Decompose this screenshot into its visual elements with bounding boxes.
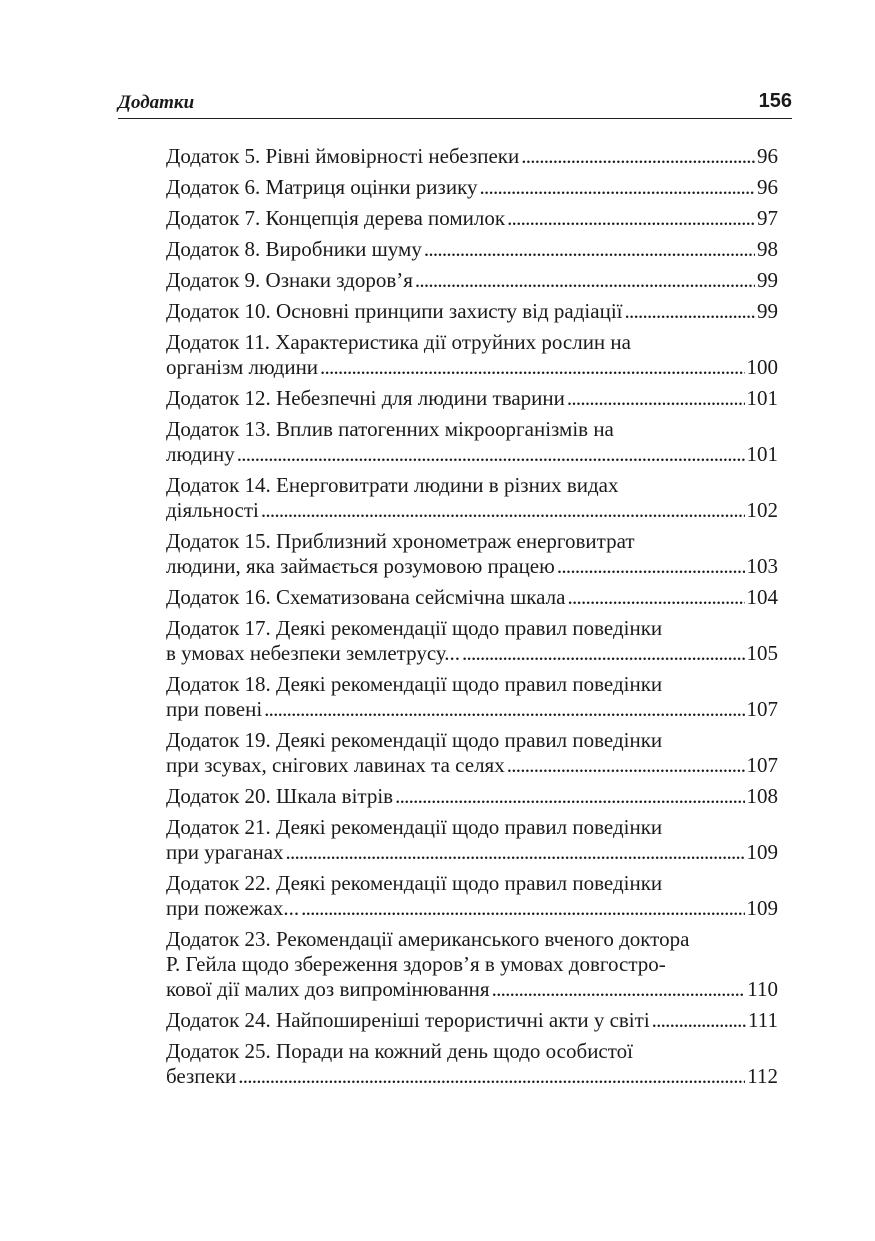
toc-entry-title-line: Додаток 16. Схематизована сейсмічна шкала — [166, 585, 566, 609]
toc-entry-last-line — [166, 753, 778, 778]
dot-leader — [567, 386, 745, 411]
dot-leader — [301, 896, 744, 921]
running-header — [118, 88, 792, 119]
toc-entry-title-line: Додаток 7. Концепція дерева помилок — [166, 206, 506, 230]
toc-entry[interactable] — [166, 815, 778, 865]
dot-leader — [261, 498, 745, 523]
toc-page-number: 98 — [757, 237, 778, 261]
toc-entry[interactable] — [166, 206, 778, 231]
toc-entry-title-line: людини, яка займається розумовою працею — [166, 554, 555, 578]
toc-entry[interactable] — [166, 585, 778, 610]
toc-page-number: 107 — [746, 697, 778, 721]
toc-entry-title-line: Додаток 10. Основні принципи захисту від радіації — [166, 299, 623, 323]
toc-entry-title-line: Додаток 8. Виробники шуму — [166, 237, 422, 261]
toc-entry[interactable] — [166, 871, 778, 921]
dot-leader — [320, 355, 744, 380]
toc-entry-last-line — [166, 896, 778, 921]
toc-page-number: 109 — [746, 896, 778, 920]
dot-leader — [264, 697, 744, 722]
toc-entry-title-line: Додаток 20. Шкала вітрів — [166, 784, 394, 808]
toc-entry-last-line — [166, 299, 778, 324]
toc-entry-title-line: Додаток 6. Матриця оцінки ризику — [166, 175, 478, 199]
toc-entry[interactable] — [166, 473, 778, 523]
toc-entry-title-line: Додаток 11. Характеристика дії отруйних рослин на — [166, 330, 631, 354]
toc-entry-last-line — [166, 237, 778, 262]
toc-entry[interactable] — [166, 330, 778, 380]
toc-entry-last-line — [166, 840, 778, 865]
toc-entry[interactable] — [166, 417, 778, 467]
toc-entry-title-line: Р. Гейла щодо збереження здоров’я в умовах довгостро- — [166, 952, 666, 976]
toc-entry-title-line: Додаток 25. Поради на кожний день щодо особистої — [166, 1039, 633, 1063]
toc-entry-title-line: Додаток 15. Приблизний хронометраж енерговитрат — [166, 529, 635, 553]
toc-entry-last-line — [166, 1064, 778, 1089]
toc-page-number: 97 — [757, 206, 778, 230]
toc-entry[interactable] — [166, 616, 778, 666]
toc-entry-title-line: Додаток 12. Небезпечні для людини тварини — [166, 386, 565, 410]
toc-entry-title-line: в умовах небезпеки землетрусу... — [166, 641, 461, 665]
toc-page-number: 101 — [746, 386, 778, 410]
table-of-contents — [166, 144, 778, 1095]
dot-leader — [415, 268, 755, 293]
dot-leader — [507, 753, 745, 778]
toc-page-number: 96 — [757, 144, 778, 168]
toc-page-number: 112 — [747, 1064, 778, 1088]
dot-leader — [625, 299, 756, 324]
toc-page-number: 110 — [747, 977, 778, 1001]
toc-entry[interactable] — [166, 144, 778, 169]
toc-entry-last-line — [166, 554, 778, 579]
toc-page-number: 109 — [746, 840, 778, 864]
toc-page-number: 104 — [746, 585, 778, 609]
page-number: 156 — [758, 90, 792, 112]
toc-entry-title-line: Додаток 14. Енерговитрати людини в різних видах — [166, 473, 619, 497]
toc-entry[interactable] — [166, 728, 778, 778]
dot-leader — [286, 840, 745, 865]
toc-entry[interactable] — [166, 1008, 778, 1033]
toc-entry-last-line — [166, 697, 778, 722]
toc-entry-title-line: Додаток 23. Рекомендації американського вченого доктора — [166, 927, 690, 951]
toc-entry-last-line — [166, 206, 778, 231]
toc-page-number: 99 — [757, 299, 778, 323]
toc-entry[interactable] — [166, 237, 778, 262]
dot-leader — [492, 977, 746, 1002]
toc-entry-last-line — [166, 977, 778, 1002]
toc-entry-title-line: при зсувах, снігових лавинах та селях — [166, 753, 505, 777]
toc-entry-last-line — [166, 175, 778, 200]
toc-entry-last-line — [166, 268, 778, 293]
toc-entry-title-line: Додаток 22. Деякі рекомендації щодо правил поведінки — [166, 871, 663, 895]
toc-entry-last-line — [166, 585, 778, 610]
toc-entry-title-line: Додаток 21. Деякі рекомендації щодо правил поведінки — [166, 815, 663, 839]
toc-entry-title-line: при повені — [166, 697, 263, 721]
toc-entry[interactable] — [166, 784, 778, 809]
toc-page-number: 108 — [746, 784, 778, 808]
toc-entry[interactable] — [166, 529, 778, 579]
dot-leader — [652, 1008, 746, 1033]
toc-entry-title-line: Додаток 9. Ознаки здоров’я — [166, 268, 413, 292]
toc-entry-title-line: безпеки — [166, 1064, 237, 1088]
toc-entry[interactable] — [166, 299, 778, 324]
toc-page-number: 105 — [746, 641, 778, 665]
toc-page-number: 100 — [746, 355, 778, 379]
dot-leader — [237, 442, 745, 467]
toc-page-number: 111 — [748, 1008, 778, 1032]
toc-entry-title-line: Додаток 19. Деякі рекомендації щодо правил поведінки — [166, 728, 663, 752]
toc-entry-title-line: при ураганах — [166, 840, 284, 864]
toc-page-number: 107 — [746, 753, 778, 777]
toc-entry-last-line — [166, 784, 778, 809]
toc-entry-title-line: організм людини — [166, 355, 319, 379]
toc-entry-last-line — [166, 144, 778, 169]
dot-leader — [507, 206, 755, 231]
toc-entry[interactable] — [166, 1039, 778, 1089]
toc-entry-last-line — [166, 498, 778, 523]
toc-entry-title-line: кової дії малих доз випромінювання — [166, 977, 490, 1001]
toc-entry-title-line: Додаток 17. Деякі рекомендації щодо правил поведінки — [166, 616, 663, 640]
toc-entry-last-line — [166, 386, 778, 411]
toc-entry[interactable] — [166, 672, 778, 722]
dot-leader — [462, 641, 744, 666]
toc-entry-last-line — [166, 355, 778, 380]
dot-leader — [238, 1064, 745, 1089]
toc-page-number: 99 — [757, 268, 778, 292]
dot-leader — [521, 144, 755, 169]
toc-entry[interactable] — [166, 268, 778, 293]
toc-entry-title-line: Додаток 5. Рівні ймовірності небезпеки — [166, 144, 520, 168]
dot-leader — [557, 554, 745, 579]
toc-page-number: 103 — [746, 554, 778, 578]
section-title: Додатки — [118, 92, 195, 113]
toc-entry-title-line: Додаток 18. Деякі рекомендації щодо правил поведінки — [166, 672, 663, 696]
toc-entry[interactable] — [166, 386, 778, 411]
toc-entry-title-line: людину — [166, 442, 235, 466]
toc-entry-last-line — [166, 442, 778, 467]
toc-page-number: 96 — [757, 175, 778, 199]
dot-leader — [395, 784, 744, 809]
toc-entry-last-line — [166, 641, 778, 666]
toc-page-number: 102 — [746, 498, 778, 522]
toc-entry-title-line: Додаток 24. Найпоширеніші терористичні акти у світі — [166, 1008, 650, 1032]
toc-entry-last-line — [166, 1008, 778, 1033]
toc-entry-title-line: діяльності — [166, 498, 259, 522]
dot-leader — [479, 175, 755, 200]
toc-entry[interactable] — [166, 175, 778, 200]
toc-entry[interactable] — [166, 927, 778, 1002]
toc-entry-title-line: при пожежах... — [166, 896, 300, 920]
dot-leader — [567, 585, 744, 610]
toc-entry-title-line: Додаток 13. Вплив патогенних мікроорганізмів на — [166, 417, 614, 441]
dot-leader — [424, 237, 755, 262]
toc-page-number: 101 — [746, 442, 778, 466]
